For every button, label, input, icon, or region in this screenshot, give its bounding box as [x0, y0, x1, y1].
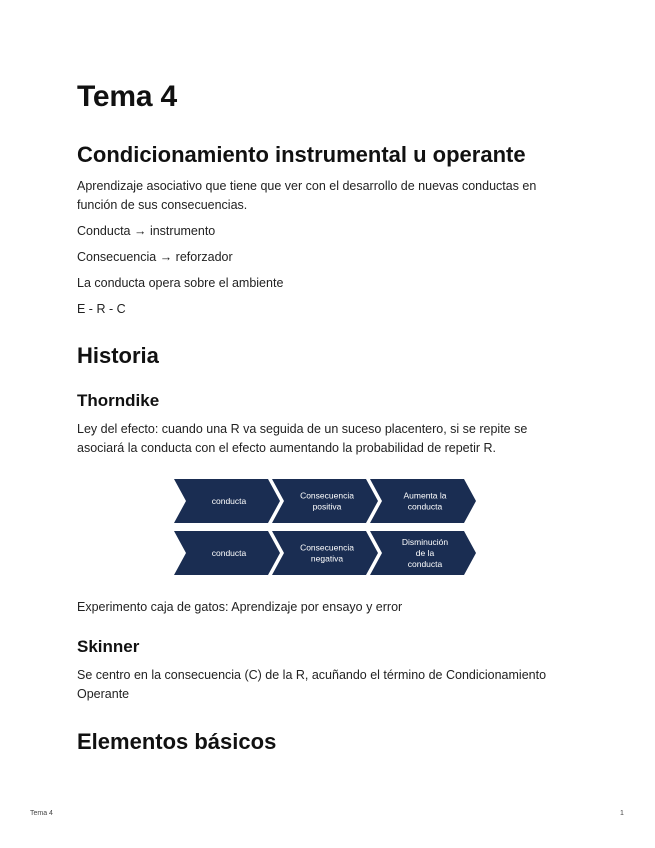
chevron-label: Aumenta la conducta: [403, 490, 447, 512]
chevron-label: conducta: [211, 548, 247, 558]
paragraph-opera: La conducta opera sobre el ambiente: [77, 276, 284, 290]
paragraph-consecuencia: Consecuencia → reforzador: [77, 250, 233, 264]
paragraph-conducta: Conducta → instrumento: [77, 224, 216, 238]
chevron-label: Disminución de la conducta: [401, 537, 449, 569]
paragraph-experimento: Experimento caja de gatos: Aprendizaje por ensayo y error: [77, 600, 403, 614]
chevron-label: Consecuencia negativa: [300, 542, 354, 564]
chevron-label: Consecuencia positiva: [300, 490, 354, 512]
chevron-label: conducta: [211, 496, 247, 506]
paragraph-ley-efecto: Ley del efecto: cuando una R va seguida de un suceso placentero, si se repite se asociará la conducta con el efecto aumentando la probabilidad de repetir R.: [77, 422, 528, 455]
subheading-thorndike: Thorndike: [77, 391, 160, 410]
section-heading-elementos: Elementos básicos: [77, 729, 277, 754]
page-title: Tema 4: [77, 80, 177, 113]
section-heading-condicionamiento: Condicionamiento instrumental u operante: [77, 142, 526, 167]
subheading-skinner: Skinner: [77, 637, 140, 656]
paragraph-skinner: Se centro en la consecuencia (C) de la R, acuñando el término de Condicionamiento Operante: [77, 668, 547, 701]
paragraph-definition: Aprendizaje asociativo que tiene que ver con el desarrollo de nuevas conductas en función de sus consecuencias.: [77, 179, 537, 212]
section-heading-historia: Historia: [77, 343, 159, 368]
footer-left: Tema 4: [30, 810, 53, 817]
chevron-process-diagram: [174, 479, 484, 577]
footer-page-number: 1: [620, 810, 624, 817]
paragraph-erc: E - R - C: [77, 302, 126, 316]
